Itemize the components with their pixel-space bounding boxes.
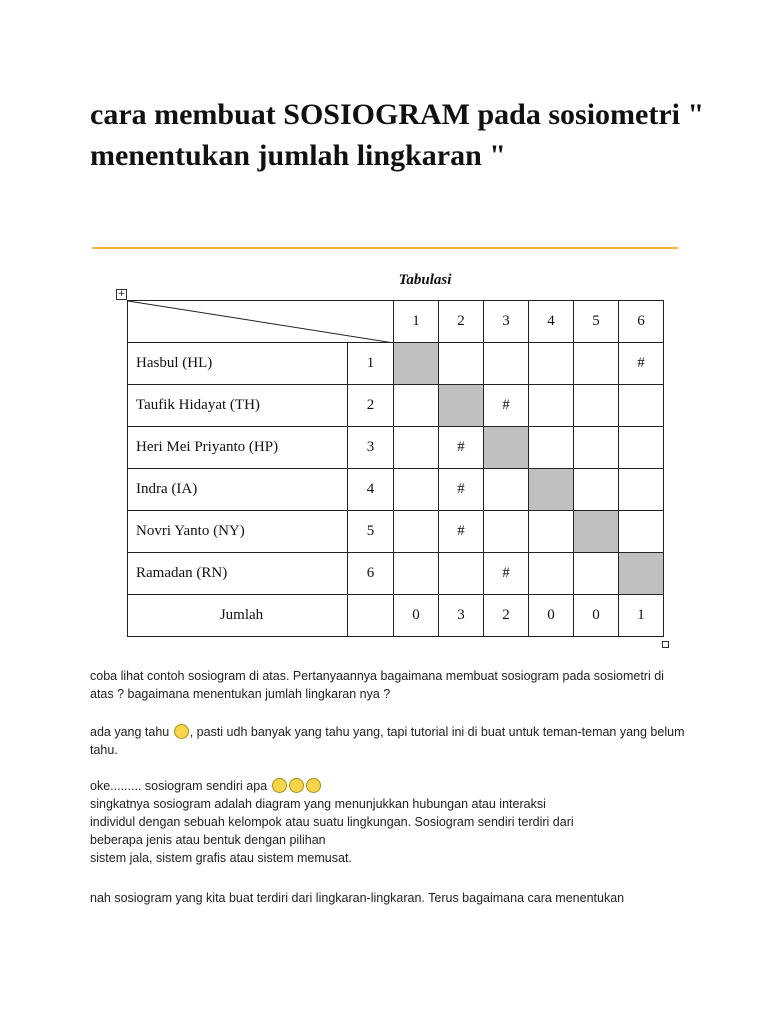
total-cell: 1: [619, 595, 664, 637]
self-choice-shaded-cell: [484, 427, 529, 469]
table-row: [128, 427, 664, 469]
choice-cell: [619, 427, 664, 469]
paragraph-continuation: nah sosiogram yang kita buat terdiri dari lingkaran-lingkaran. Terus bagaimana cara menentukan: [90, 891, 625, 905]
student-number-cell: 5: [348, 511, 394, 553]
choice-cell: [529, 511, 574, 553]
laughing-smiley-icon: [272, 778, 287, 793]
choice-cell: [619, 469, 664, 511]
totals-row: [128, 595, 664, 637]
total-label-cell: Jumlah: [128, 595, 348, 637]
choice-cell: #: [439, 427, 484, 469]
column-header: 4: [529, 301, 574, 343]
total-cell: 0: [574, 595, 619, 637]
student-number-cell: 3: [348, 427, 394, 469]
choice-cell: [394, 511, 439, 553]
total-cell: 0: [529, 595, 574, 637]
choice-cell: [394, 469, 439, 511]
choice-cell: #: [484, 385, 529, 427]
choice-cell: [574, 469, 619, 511]
empty-cell: [348, 595, 394, 637]
choice-cell: [439, 343, 484, 385]
student-name-cell: Indra (IA): [128, 469, 348, 511]
choice-cell: [484, 343, 529, 385]
table-row: [128, 511, 664, 553]
choice-cell: [574, 427, 619, 469]
student-name-cell: Ramadan (RN): [128, 553, 348, 595]
tabulation-table: [127, 300, 664, 637]
choice-cell: [619, 511, 664, 553]
student-number-cell: 4: [348, 469, 394, 511]
choice-cell: [394, 553, 439, 595]
paragraph-text: oke......... sosiogram sendiri apa: [90, 779, 271, 793]
choice-cell: [439, 553, 484, 595]
table-header-row: [128, 301, 664, 343]
table-row: [128, 553, 664, 595]
total-cell: 3: [439, 595, 484, 637]
page-title: cara membuat SOSIOGRAM pada sosiometri " menentukan jumlah lingkaran ": [90, 98, 705, 172]
table-move-handle-icon[interactable]: +: [117, 289, 126, 299]
choice-cell: [619, 385, 664, 427]
column-header: 1: [394, 301, 439, 343]
paragraph-line: individul dengan sebuah kelompok atau suatu lingkungan. Sosiogram sendiri terdiri dari: [90, 815, 574, 829]
table-row: [128, 343, 664, 385]
student-name-cell: Hasbul (HL): [128, 343, 348, 385]
title-divider: [92, 247, 678, 249]
choice-cell: [394, 427, 439, 469]
student-name-cell: Taufik Hidayat (TH): [128, 385, 348, 427]
student-name-cell: Novri Yanto (NY): [128, 511, 348, 553]
grin-smiley-icon: [174, 724, 189, 739]
paragraph-text: , pasti udh banyak yang tahu yang, tapi tutorial ini di buat untuk teman-teman yang belum tahu.: [90, 725, 685, 757]
choice-cell: [394, 385, 439, 427]
table-row: [128, 469, 664, 511]
laughing-smiley-icon: [289, 778, 304, 793]
choice-cell: [574, 385, 619, 427]
choice-cell: [529, 385, 574, 427]
paragraph-line: singkatnya sosiogram adalah diagram yang menunjukkan hubungan atau interaksi: [90, 797, 546, 811]
paragraph-intro: coba lihat contoh sosiogram di atas. Pertanyaannya bagaimana membuat sosiogram pada sosiometri di atas ? bagaimana menentukan jumlah lingkaran nya ?: [90, 669, 664, 701]
self-choice-shaded-cell: [529, 469, 574, 511]
choice-cell: [484, 469, 529, 511]
paragraph-definition: [90, 777, 690, 867]
paragraph-text: ada yang tahu: [90, 725, 173, 739]
column-header: 2: [439, 301, 484, 343]
table-caption: Tabulasi: [398, 272, 452, 288]
choice-cell: [529, 553, 574, 595]
choice-cell: #: [439, 511, 484, 553]
self-choice-shaded-cell: [439, 385, 484, 427]
total-cell: 0: [394, 595, 439, 637]
student-number-cell: 1: [348, 343, 394, 385]
self-choice-shaded-cell: [394, 343, 439, 385]
total-cell: 2: [484, 595, 529, 637]
choice-cell: #: [619, 343, 664, 385]
choice-cell: [529, 343, 574, 385]
choice-cell: #: [484, 553, 529, 595]
student-name-cell: Heri Mei Priyanto (HP): [128, 427, 348, 469]
choice-cell: [574, 553, 619, 595]
self-choice-shaded-cell: [574, 511, 619, 553]
choice-cell: #: [439, 469, 484, 511]
paragraph-line: sistem jala, sistem grafis atau sistem memusat.: [90, 851, 352, 865]
diagonal-line: [128, 301, 394, 343]
paragraph-line: beberapa jenis atau bentuk dengan pilihan: [90, 833, 326, 847]
student-number-cell: 2: [348, 385, 394, 427]
paragraph-question: [90, 723, 690, 759]
student-number-cell: 6: [348, 553, 394, 595]
column-header: 5: [574, 301, 619, 343]
choice-cell: [574, 343, 619, 385]
table-row: [128, 385, 664, 427]
self-choice-shaded-cell: [619, 553, 664, 595]
choice-cell: [529, 427, 574, 469]
column-header: 3: [484, 301, 529, 343]
laughing-smiley-icon: [306, 778, 321, 793]
table-resize-handle[interactable]: [662, 641, 669, 648]
column-header: 6: [619, 301, 664, 343]
diagonal-header-cell: [128, 301, 394, 343]
choice-cell: [484, 511, 529, 553]
